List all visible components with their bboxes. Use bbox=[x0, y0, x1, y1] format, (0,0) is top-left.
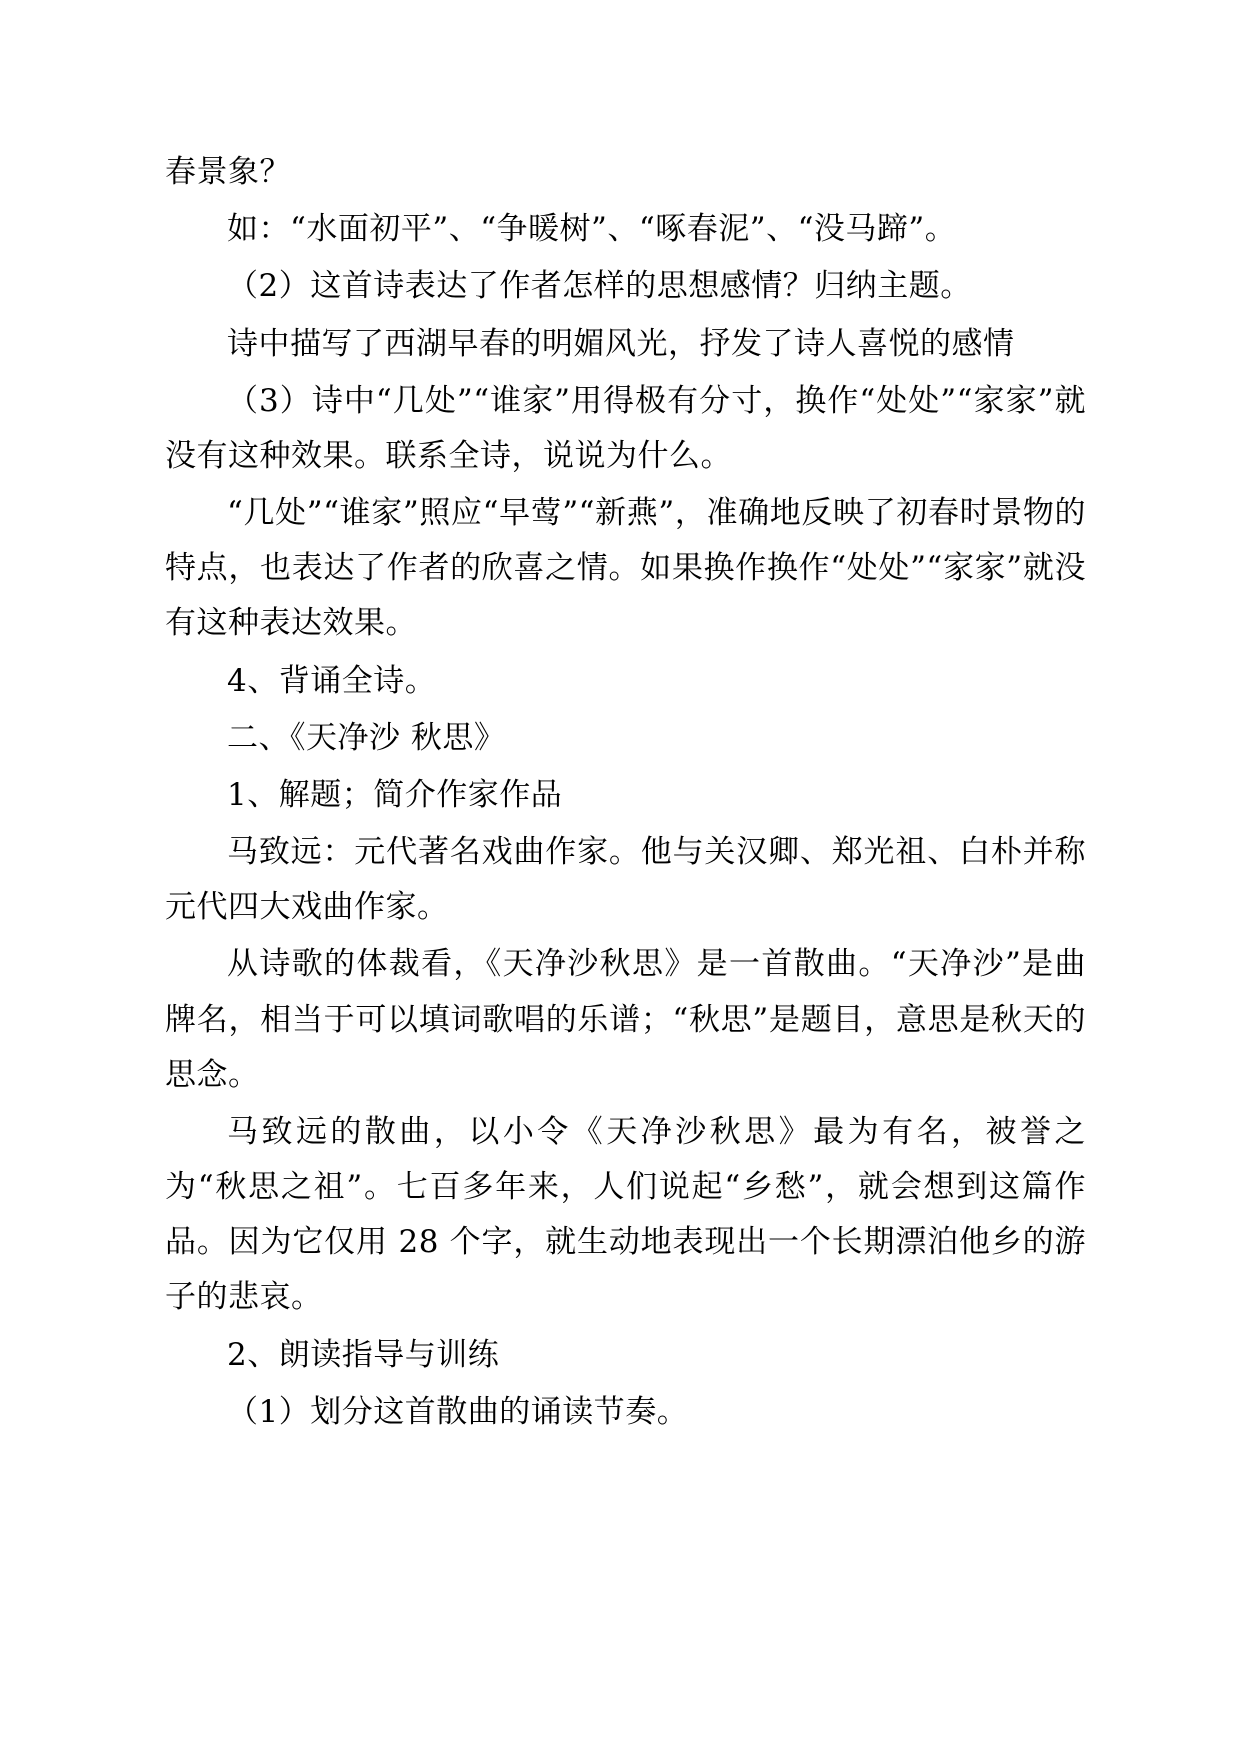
paragraph: 4、背诵全诗。 bbox=[227, 662, 437, 699]
paragraph: 马致远的散曲，以小令《天净沙秋思》最为有名，被誉之为“秋思之祖”。七百多年来，人们说起“乡愁”，就会想到这篇作品。因为它仅用 28 个字，就生动地表现出一个长期漂泊他乡的游子的悲哀。 bbox=[165, 1113, 1086, 1316]
paragraph: 如：“水面初平”、“争暖树”、“啄春泥”、“没马蹄”。 bbox=[227, 211, 957, 248]
paragraph: “几处”“谁家”照应“早莺”“新燕”，准确地反映了初春时景物的特点，也表达了作者的欣喜之情。如果换作换作“处处”“家家”就没有这种表达效果。 bbox=[165, 495, 1086, 642]
paragraph: 诗中描写了西湖早春的明媚风光，抒发了诗人喜悦的感情 bbox=[227, 325, 1015, 362]
paragraph: （1）划分这首散曲的诵读节奏。 bbox=[227, 1393, 689, 1430]
paragraph: 2、朗读指导与训练 bbox=[227, 1336, 500, 1373]
paragraph: 二、《天净沙 秋思》 bbox=[227, 719, 506, 756]
paragraph: 从诗歌的体裁看，《天净沙秋思》是一首散曲。“天净沙”是曲牌名，相当于可以填词歌唱的乐谱；“秋思”是题目，意思是秋天的思念。 bbox=[165, 946, 1086, 1093]
paragraph: 春景象？ bbox=[165, 154, 291, 190]
document-body bbox=[165, 145, 1086, 1440]
paragraph: 马致远：元代著名戏曲作家。他与关汉卿、郑光祖、白朴并称元代四大戏曲作家。 bbox=[165, 834, 1086, 926]
paragraph: （2）这首诗表达了作者怎样的思想感情？归纳主题。 bbox=[227, 268, 972, 305]
paragraph: 1、解题；简介作家作品 bbox=[227, 776, 563, 813]
paragraph: （3）诗中“几处”“谁家”用得极有分寸，换作“处处”“家家”就没有这种效果。联系全诗，说说为什么。 bbox=[165, 382, 1086, 474]
